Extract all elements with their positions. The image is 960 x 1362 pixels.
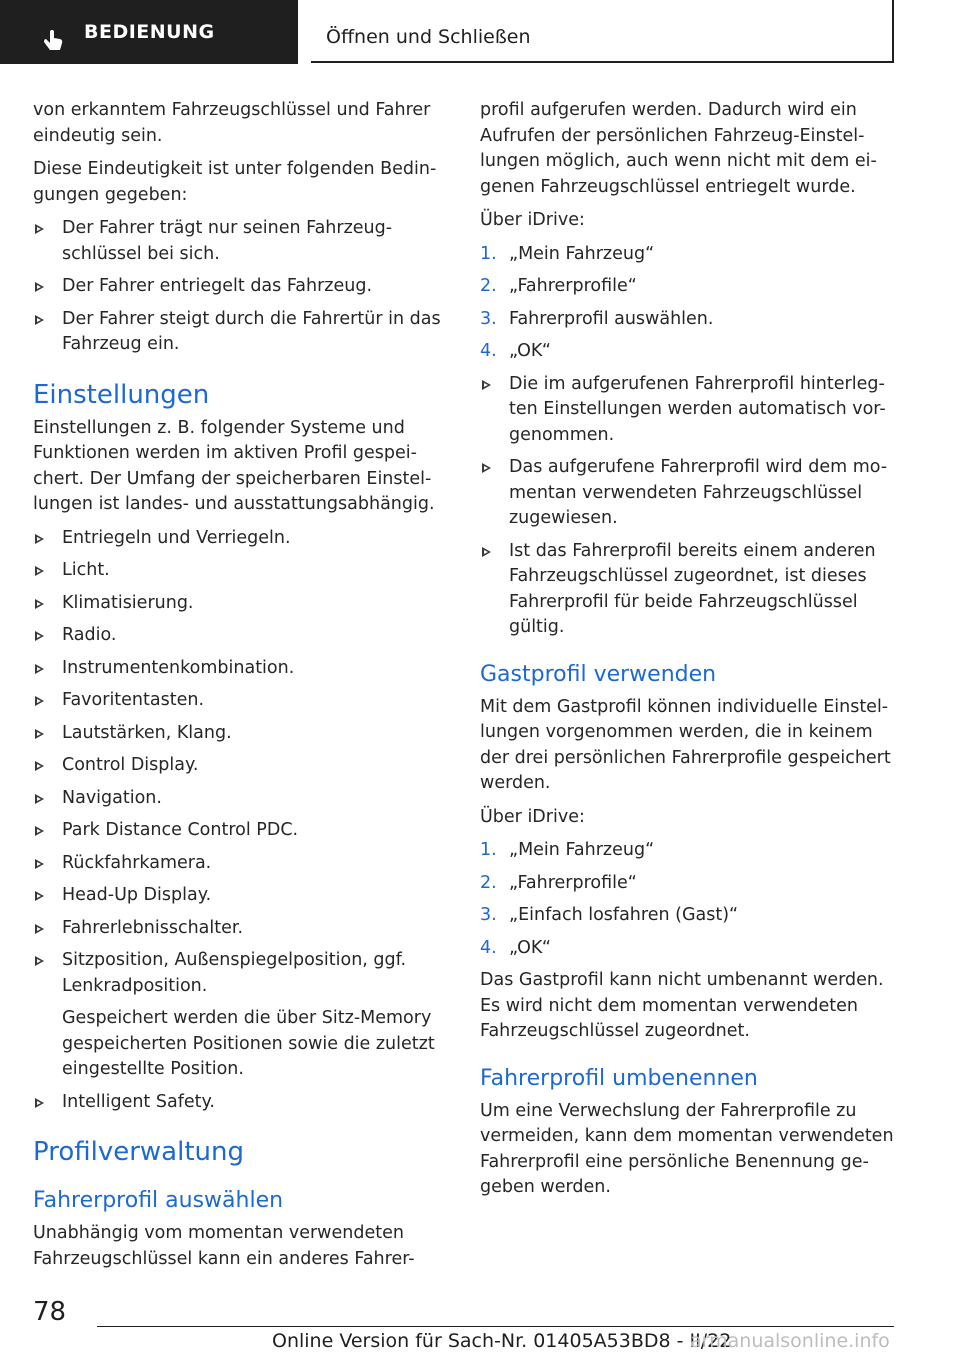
hand-pointer-icon: [40, 26, 66, 52]
online-version-note: Online Version für Sach-Nr. 01405A53BD8 - II/22: [272, 1330, 732, 1352]
paragraph: von erkanntem Fahrzeugschlüssel und Fahrer eindeutig sein.: [33, 100, 431, 146]
result-list: [480, 372, 895, 641]
step-text: „Fahrerprofile“: [509, 276, 637, 296]
list-item: Lautstärken, Klang.: [33, 721, 445, 747]
step-item: [480, 871, 895, 897]
chapter-header: [311, 0, 894, 63]
section-label: BEDIENUNG: [84, 21, 215, 43]
list-item: Licht.: [33, 558, 445, 584]
step-number: 1.: [480, 840, 497, 860]
step-item: [480, 936, 895, 962]
step-item: [480, 903, 895, 929]
step-text: „Mein Fahrzeug“: [509, 243, 655, 264]
list-item-text: Sitzposition, Außenspiegelposition, ggf. Lenkradposition.: [62, 950, 407, 996]
paragraph: Das Gastprofil kann nicht umbenannt werden. Es wird nicht dem momentan verwendeten Fahrzeugschlüssel zugeordnet.: [480, 970, 884, 1041]
step-text: „Mein Fahrzeug“: [509, 840, 655, 860]
list-item: Entriegeln und Verriegeln.: [33, 526, 445, 552]
list-item: Fahrerlebnisschalter.: [33, 916, 445, 942]
chapter-title: Öffnen und Schließen: [326, 26, 531, 48]
list-item: Instrumentenkombination.: [33, 656, 445, 682]
step-text: „OK“: [509, 341, 551, 361]
paragraph: Unabhängig vom momentan verwendeten Fahrzeugschlüssel kann ein anderes Fahrer-: [33, 1223, 415, 1269]
step-number: 2.: [480, 276, 497, 296]
list-item: Radio.: [33, 623, 445, 649]
step-number: 4.: [480, 937, 497, 958]
heading-fahrerprofil-umbenennen: Fahrerprofil umbenennen: [480, 1065, 758, 1091]
step-item: [480, 242, 895, 268]
list-item: Control Display.: [33, 753, 445, 779]
list-item: Der Fahrer entriegelt das Fahrzeug.: [33, 274, 445, 300]
list-item: Die im aufgerufenen Fahrerprofil hinterleg-ten Einstellungen werden automatisch vor-genommen.: [480, 372, 895, 449]
paragraph: Diese Eindeutigkeit ist unter folgenden Bedin-gungen gegeben:: [33, 159, 437, 205]
paragraph: Um eine Verwechslung der Fahrerprofile zu vermeiden, kann dem momentan verwendeten Fahrerprofil eine persönliche Benennung ge-geben werden.: [480, 1100, 894, 1197]
step-text: Fahrerprofil auswählen.: [509, 308, 714, 329]
list-item: Intelligent Safety.: [33, 1090, 445, 1116]
list-item: Rückfahrkamera.: [33, 851, 445, 877]
list-item-note: Gespeichert werden die über Sitz-Memory gespeicherten Positionen sowie die zuletzt eingestellte Position.: [62, 1008, 435, 1079]
paragraph: Über iDrive:: [480, 210, 585, 230]
steps-list: [480, 838, 895, 961]
list-item: Der Fahrer trägt nur seinen Fahrzeug-schlüssel bei sich.: [33, 216, 445, 267]
list-item: Klimatisierung.: [33, 591, 445, 617]
step-number: 3.: [480, 905, 497, 925]
step-item: [480, 339, 895, 365]
section-tab: [0, 0, 298, 64]
heading-einstellungen: Einstellungen: [33, 379, 210, 410]
step-number: 3.: [480, 308, 497, 329]
step-text: „OK“: [509, 937, 551, 958]
step-item: [480, 307, 895, 333]
list-item: Navigation.: [33, 786, 445, 812]
step-item: [480, 274, 895, 300]
heading-gastprofil: Gastprofil verwenden: [480, 661, 717, 687]
step-text: „Einfach losfahren (Gast)“: [509, 905, 739, 925]
steps-list: [480, 242, 895, 365]
right-column: [480, 98, 895, 1209]
paragraph: Mit dem Gastprofil können individuelle Einstel-lungen vorgenommen werden, die in keinem der drei persönlichen Fahrerprofile gespeichert werden.: [480, 696, 891, 793]
list-item: Der Fahrer steigt durch die Fahrertür in das Fahrzeug ein.: [33, 307, 445, 358]
left-column: [33, 98, 445, 1280]
list-item: Head-Up Display.: [33, 883, 445, 909]
page-number: 78: [33, 1297, 67, 1327]
heading-fahrerprofil-auswaehlen: Fahrerprofil auswählen: [33, 1188, 284, 1213]
step-number: 1.: [480, 243, 497, 264]
step-number: 4.: [480, 341, 497, 361]
heading-profilverwaltung: Profilverwaltung: [33, 1137, 244, 1167]
list-item: Ist das Fahrerprofil bereits einem anderen Fahrzeugschlüssel zugeordnet, ist dieses Fahrerprofil für beide Fahrzeugschlüssel gültig.: [480, 539, 895, 641]
paragraph: profil aufgerufen werden. Dadurch wird ein Aufrufen der persönlichen Fahrzeug-Einstel-lungen möglich, auch wenn nicht mit dem ei-genen Fahrzeugschlüssel entriegelt wurde.: [480, 100, 877, 197]
footer-divider: [97, 1326, 894, 1327]
list-item: Favoritentasten.: [33, 688, 445, 714]
list-item: Park Distance Control PDC.: [33, 818, 445, 844]
list-item-sitzposition: [33, 948, 445, 1083]
step-text: „Fahrerprofile“: [509, 872, 637, 893]
list-item: Das aufgerufene Fahrerprofil wird dem mo-mentan verwendeten Fahrzeugschlüssel zugewiesen.: [480, 455, 895, 532]
paragraph: Über iDrive:: [480, 806, 585, 827]
watermark: armanualsonline.info: [690, 1330, 890, 1352]
step-number: 2.: [480, 872, 497, 893]
paragraph: Einstellungen z. B. folgender Systeme und Funktionen werden im aktiven Profil gespei-chert. Der Umfang der speicherbaren Einstel-lungen ist landes- und ausstattungsabhängig.: [33, 417, 435, 514]
settings-list: [33, 526, 445, 1116]
step-item: [480, 838, 895, 864]
conditions-list: [33, 216, 445, 358]
